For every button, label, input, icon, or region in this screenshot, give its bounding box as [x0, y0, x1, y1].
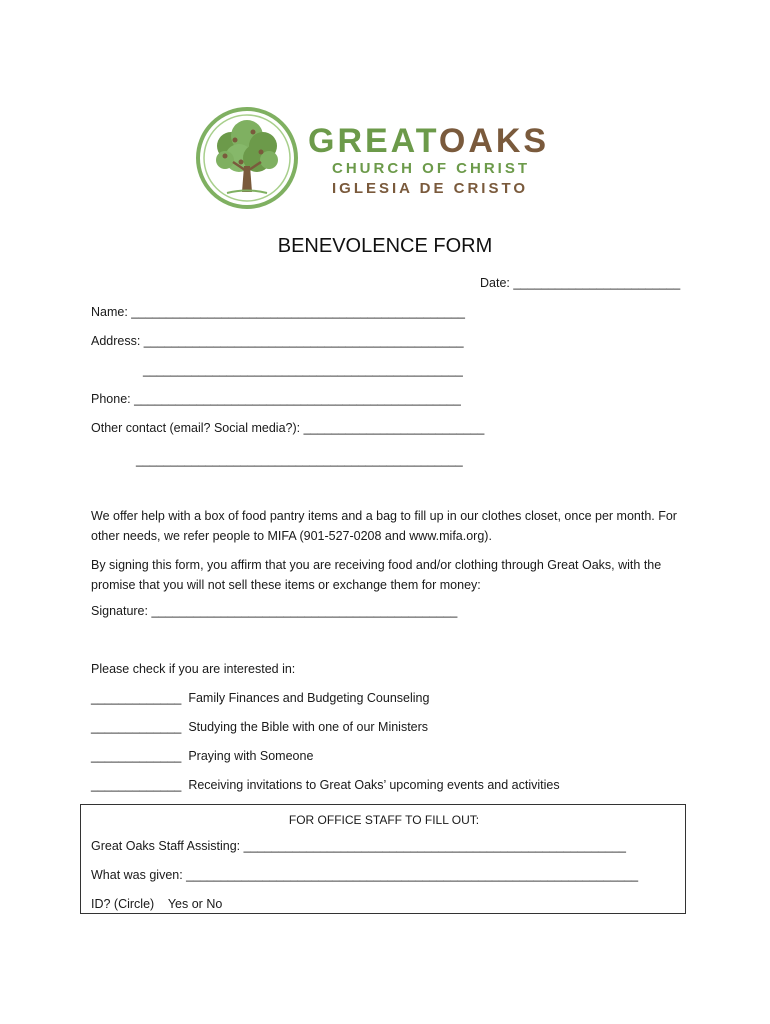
interests-heading: Please check if you are interested in:	[91, 662, 296, 676]
name-field[interactable]: Name: ________________________________________________	[91, 305, 465, 319]
address-field[interactable]: Address: ______________________________________________	[91, 334, 464, 348]
phone-field[interactable]: Phone: _______________________________________________	[91, 392, 461, 406]
church-logo	[190, 104, 560, 214]
logo-title-great: GREAT	[308, 122, 439, 160]
office-staff-box	[80, 804, 686, 914]
interest-checkbox-blank[interactable]: _____________	[91, 691, 182, 705]
interest-label: Family Finances and Budgeting Counseling	[188, 691, 430, 705]
interest-checkbox-blank[interactable]: _____________	[91, 749, 182, 763]
oak-tree-icon	[195, 106, 299, 210]
signature-field[interactable]: Signature: ____________________________________________	[91, 604, 458, 618]
interest-checkbox-blank[interactable]: _____________	[91, 778, 182, 792]
interest-item[interactable]	[91, 692, 429, 705]
help-info-paragraph: We offer help with a box of food pantry items and a bag to fill up in our clothes closet, once per month. For other needs, we refer people to MIFA (901-527-0208 and www.mifa.org).	[91, 509, 677, 543]
staff-assisting-field[interactable]: Great Oaks Staff Assisting: _______________________________________________________	[91, 839, 626, 853]
interest-checkbox-blank[interactable]: _____________	[91, 720, 182, 734]
logo-subtitle-spanish: IGLESIA DE CRISTO	[332, 180, 529, 197]
affirmation-paragraph: By signing this form, you affirm that you are receiving food and/or clothing through Great Oaks, with the promise that you will not sell these items or exchange them for money:	[91, 558, 662, 592]
interest-label: Studying the Bible with one of our Ministers	[188, 720, 429, 734]
id-circle-field[interactable]: ID? (Circle) Yes or No	[91, 897, 223, 911]
what-was-given-field[interactable]: What was given: _________________________________________________________________	[91, 868, 639, 882]
interest-item[interactable]	[91, 750, 313, 763]
logo-title	[308, 124, 549, 158]
logo-title-oaks: OAKS	[438, 122, 550, 160]
other-contact-field-line-2[interactable]: _______________________________________________	[136, 453, 463, 467]
interest-item[interactable]	[91, 779, 560, 792]
interest-label: Praying with Someone	[188, 749, 314, 763]
address-field-line-2[interactable]: ______________________________________________	[143, 363, 463, 377]
logo-subtitle-english: CHURCH OF CHRIST	[332, 160, 530, 177]
interest-item[interactable]	[91, 721, 428, 734]
office-staff-heading: FOR OFFICE STAFF TO FILL OUT:	[288, 813, 480, 827]
other-contact-field[interactable]: Other contact (email? Social media?): __________________________	[91, 421, 485, 435]
form-title: BENEVOLENCE FORM	[277, 235, 493, 257]
interest-label: Receiving invitations to Great Oaks’ upcoming events and activities	[188, 778, 560, 792]
date-field[interactable]: Date: ________________________	[480, 276, 681, 290]
